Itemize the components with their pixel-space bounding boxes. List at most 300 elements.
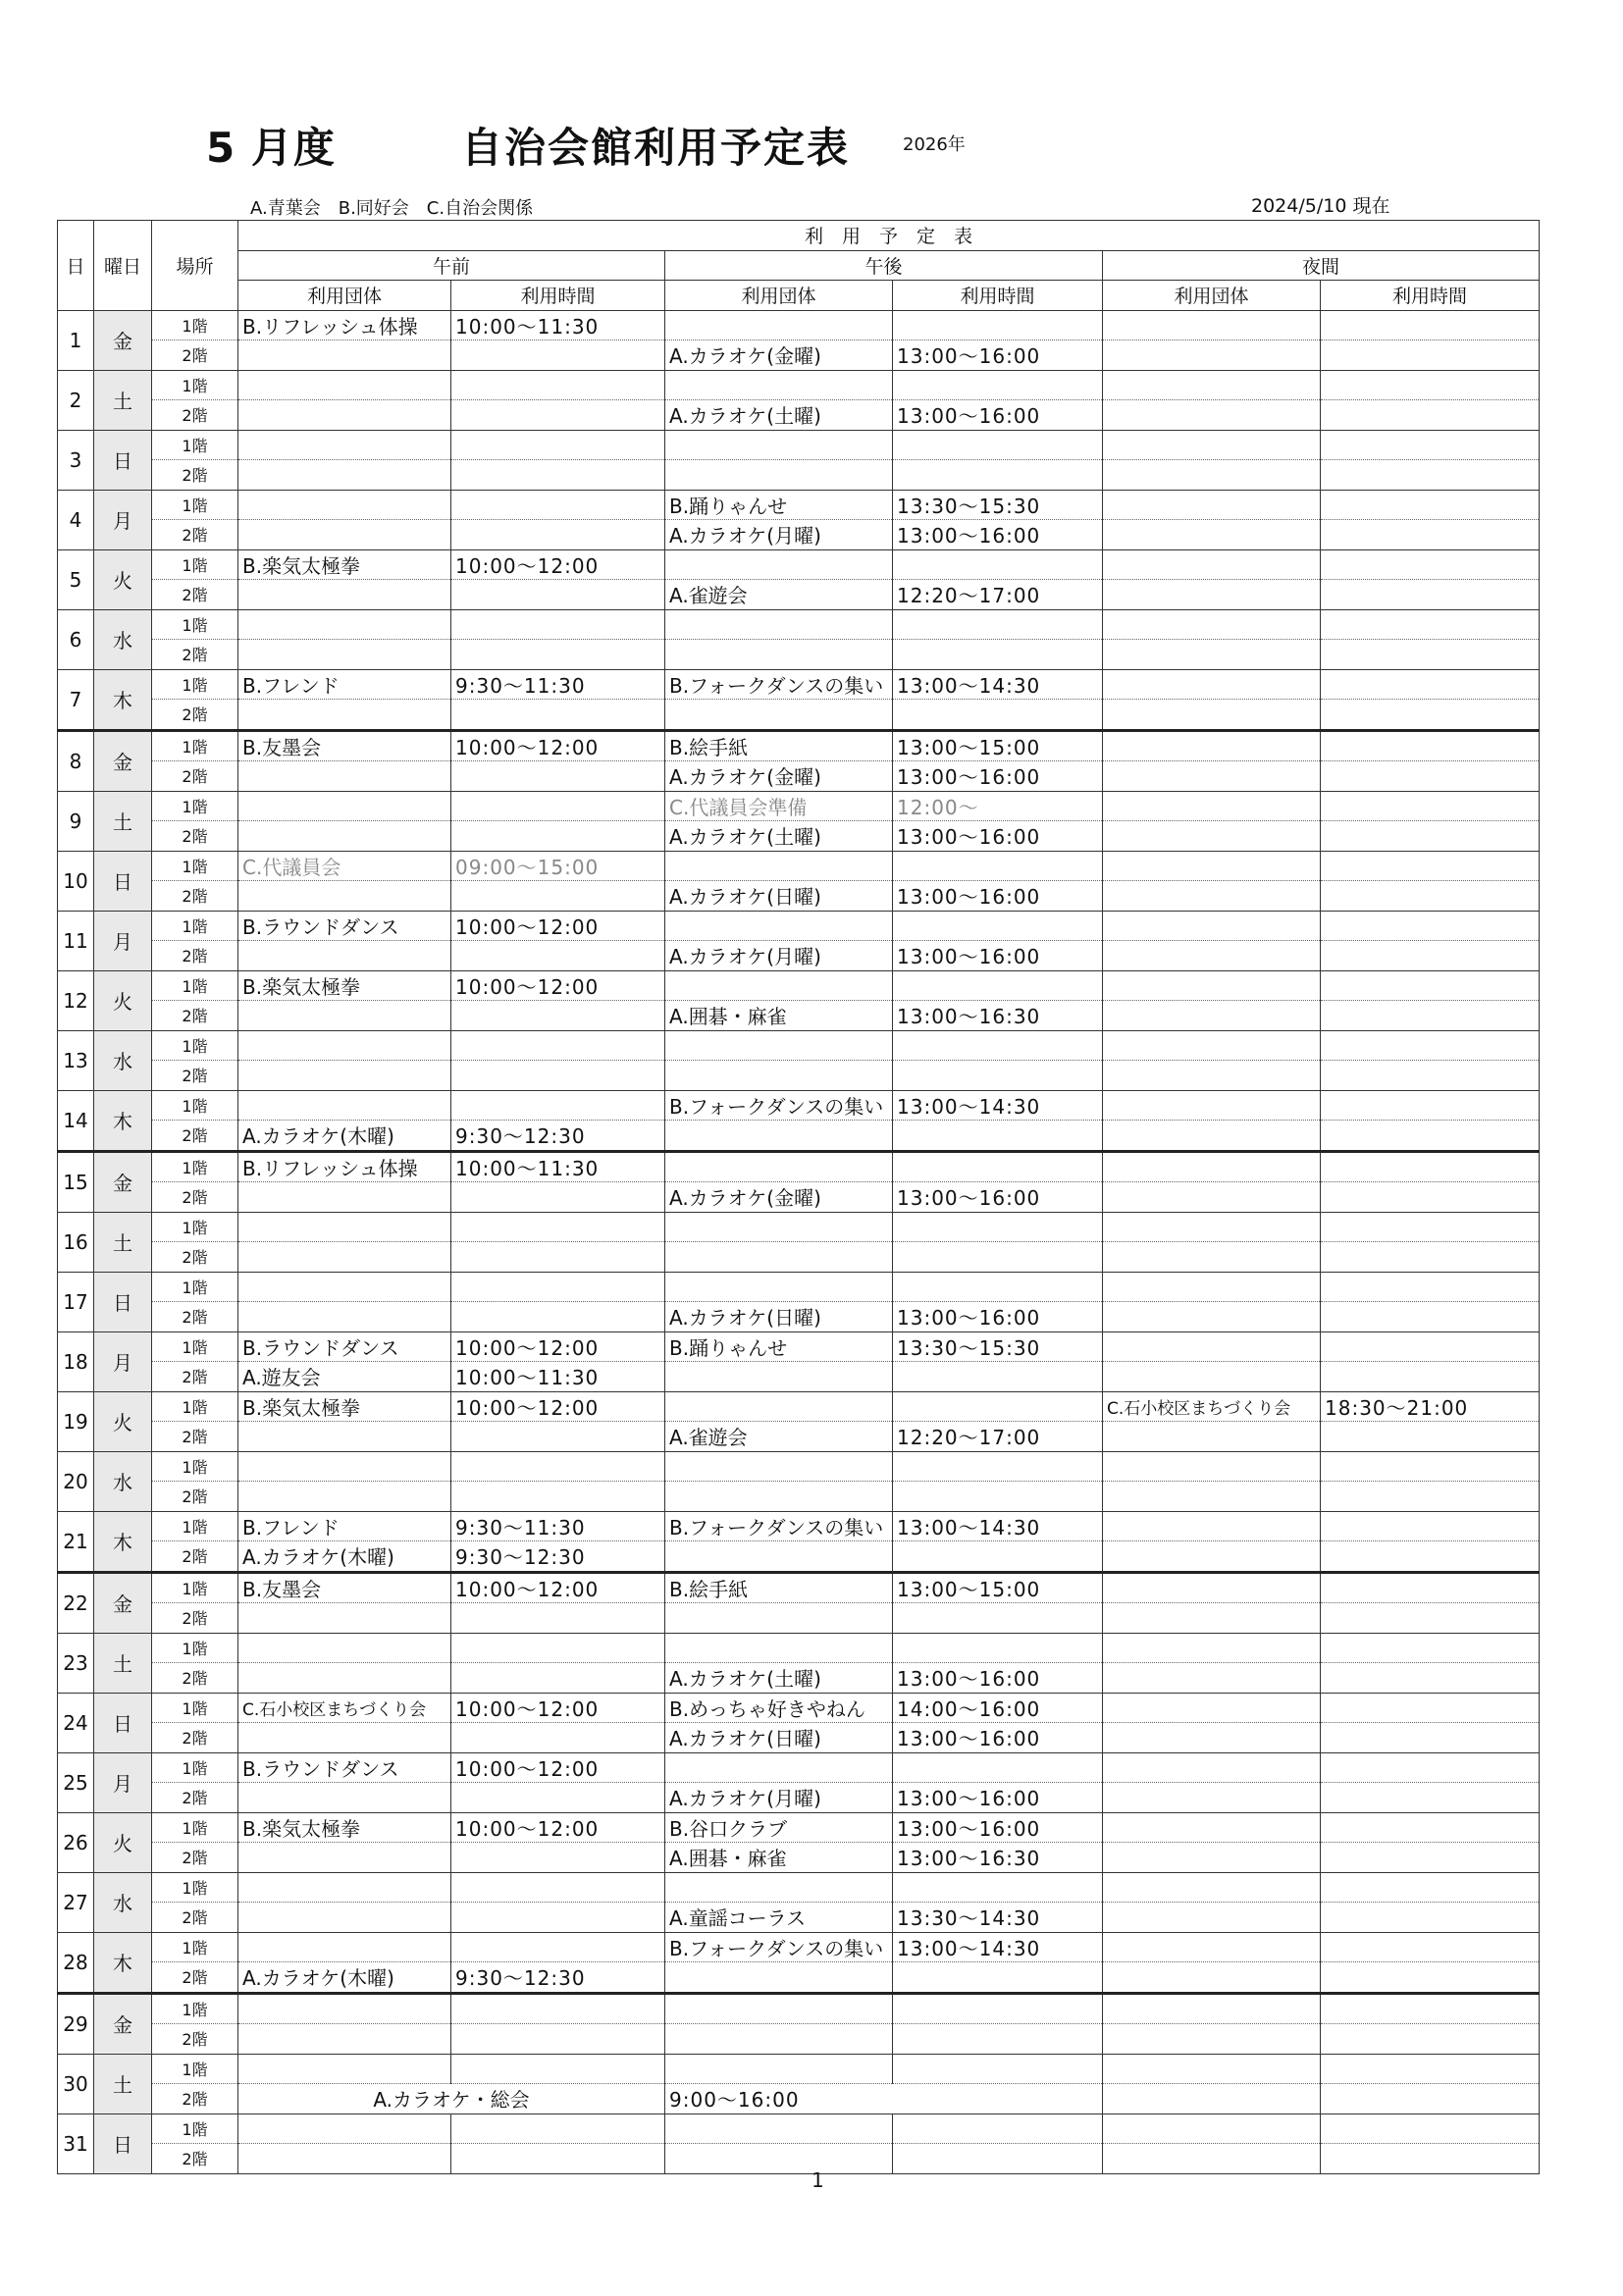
afternoon-time [893, 1061, 1103, 1091]
morning-time [451, 1723, 665, 1753]
morning-time [451, 1843, 665, 1873]
table-row [58, 669, 1540, 700]
morning-group [238, 640, 451, 670]
night-time [1321, 1001, 1540, 1031]
floor-label: 2階 [152, 2084, 238, 2114]
weekday: 金 [94, 730, 152, 791]
day-number: 10 [58, 851, 94, 911]
weekday: 木 [94, 1090, 152, 1151]
morning-group [238, 1272, 451, 1302]
night-group [1103, 1752, 1321, 1783]
morning-group: B.楽気太極拳 [238, 1391, 451, 1422]
col-morning: 午前 [238, 250, 665, 281]
table-row [58, 1030, 1540, 1061]
night-group [1103, 700, 1321, 731]
afternoon-time [893, 460, 1103, 491]
afternoon-time: 13:00～16:00 [893, 761, 1103, 792]
night-time [1321, 1090, 1540, 1121]
morning-time [451, 1182, 665, 1213]
afternoon-time: 13:30～14:30 [893, 1903, 1103, 1933]
night-group [1103, 1331, 1321, 1362]
night-time [1321, 1482, 1540, 1512]
morning-time [451, 609, 665, 640]
night-group [1103, 1723, 1321, 1753]
weekday: 土 [94, 2054, 152, 2113]
floor-label: 2階 [152, 340, 238, 371]
table-row [58, 400, 1540, 431]
morning-group [238, 490, 451, 520]
page-title: 自治会館利用予定表 [461, 124, 851, 172]
afternoon-group [665, 1121, 893, 1152]
table-row [58, 1302, 1540, 1332]
afternoon-group: B.めっちゃ好きやねん [665, 1693, 893, 1723]
floor-label: 1階 [152, 609, 238, 640]
table-row [58, 941, 1540, 971]
afternoon-group [665, 1541, 893, 1573]
afternoon-time [893, 970, 1103, 1001]
night-group [1103, 370, 1321, 400]
legend: A.青葉会 B.同好会 C.自治会関係 [250, 198, 534, 219]
morning-time [451, 490, 665, 520]
afternoon-time [893, 1272, 1103, 1302]
afternoon-time [893, 851, 1103, 881]
floor-label: 1階 [152, 549, 238, 580]
night-group [1103, 1030, 1321, 1061]
afternoon-group [665, 1272, 893, 1302]
night-group [1103, 730, 1321, 761]
morning-time: 10:00～12:00 [451, 1331, 665, 1362]
morning-group: A.カラオケ(木曜) [238, 1962, 451, 1994]
floor-label: 1階 [152, 2113, 238, 2144]
night-group [1103, 1903, 1321, 1933]
table-row [58, 370, 1540, 400]
afternoon-time: 13:30～15:30 [893, 490, 1103, 520]
afternoon-time: 13:00～16:00 [893, 340, 1103, 371]
morning-time [451, 2144, 665, 2174]
morning-time: 10:00～11:30 [451, 1151, 665, 1182]
afternoon-group [665, 911, 893, 941]
day-number: 15 [58, 1151, 94, 1212]
morning-group: B.楽気太極拳 [238, 1812, 451, 1843]
morning-time: 10:00～12:00 [451, 1812, 665, 1843]
table-row [58, 2054, 1540, 2084]
night-time: 18:30～21:00 [1321, 1391, 1540, 1422]
morning-time [451, 1633, 665, 1663]
afternoon-group: B.谷口クラブ [665, 1812, 893, 1843]
morning-time: 09:00～15:00 [451, 851, 665, 881]
night-time [1321, 1422, 1540, 1452]
night-group [1103, 580, 1321, 610]
afternoon-time: 13:00～16:30 [893, 1001, 1103, 1031]
schedule-table [57, 220, 1540, 2174]
afternoon-group [665, 1030, 893, 1061]
day-number: 16 [58, 1212, 94, 1272]
floor-label: 1階 [152, 1151, 238, 1182]
night-group [1103, 1603, 1321, 1634]
table-row [58, 1783, 1540, 1813]
afternoon-group [665, 310, 893, 340]
table-row [58, 730, 1540, 761]
morning-group [238, 1482, 451, 1512]
morning-time: 10:00～11:30 [451, 1362, 665, 1392]
afternoon-group: A.カラオケ(土曜) [665, 400, 893, 431]
night-time [1321, 2144, 1540, 2174]
floor-label: 2階 [152, 1603, 238, 1634]
night-group [1103, 1783, 1321, 1813]
night-time [1321, 580, 1540, 610]
morning-group [238, 340, 451, 371]
night-time [1321, 791, 1540, 821]
afternoon-time: 13:00～15:00 [893, 730, 1103, 761]
morning-group [238, 580, 451, 610]
morning-group [238, 791, 451, 821]
morning-time [451, 1872, 665, 1903]
night-time [1321, 851, 1540, 881]
night-group [1103, 430, 1321, 460]
night-group [1103, 1872, 1321, 1903]
afternoon-group: A.カラオケ(金曜) [665, 340, 893, 371]
table-row [58, 1843, 1540, 1873]
table-row [58, 1061, 1540, 1091]
table-row [58, 1962, 1540, 1994]
page-number: 1 [812, 2168, 824, 2192]
afternoon-group [665, 1752, 893, 1783]
floor-label: 1階 [152, 1872, 238, 1903]
table-row [58, 2113, 1540, 2144]
morning-time [451, 340, 665, 371]
weekday: 土 [94, 1212, 152, 1272]
morning-time [451, 2024, 665, 2055]
night-time [1321, 1541, 1540, 1573]
night-group [1103, 1212, 1321, 1242]
table-row [58, 1482, 1540, 1512]
night-time [1321, 1572, 1540, 1603]
weekday: 木 [94, 669, 152, 730]
day-number: 20 [58, 1451, 94, 1511]
table-row [58, 1993, 1540, 2024]
night-time [1321, 1362, 1540, 1392]
table-row [58, 340, 1540, 371]
afternoon-group [665, 1242, 893, 1273]
morning-group [238, 1302, 451, 1332]
morning-time: 9:30～11:30 [451, 1511, 665, 1541]
afternoon-group: B.フォークダンスの集い [665, 1511, 893, 1541]
afternoon-group [665, 430, 893, 460]
floor-label: 1階 [152, 1331, 238, 1362]
floor-label: 2階 [152, 1302, 238, 1332]
weekday: 金 [94, 310, 152, 370]
day-number: 17 [58, 1272, 94, 1331]
floor-label: 2階 [152, 1422, 238, 1452]
morning-group [238, 2113, 451, 2144]
table-row [58, 1903, 1540, 1933]
night-time [1321, 1331, 1540, 1362]
morning-group: B.ラウンドダンス [238, 1752, 451, 1783]
table-row [58, 1633, 1540, 1663]
morning-time [451, 821, 665, 852]
table-row [58, 1272, 1540, 1302]
night-group [1103, 340, 1321, 371]
afternoon-group [665, 1962, 893, 1994]
month-label: 5 月度 [206, 124, 336, 172]
table-row [58, 2084, 1540, 2114]
schedule-body [58, 310, 1540, 2173]
year-label: 2026年 [903, 134, 966, 155]
night-time [1321, 1752, 1540, 1783]
afternoon-group: A.カラオケ(日曜) [665, 1302, 893, 1332]
night-group [1103, 761, 1321, 792]
afternoon-time: 14:00～16:00 [893, 1693, 1103, 1723]
floor-label: 1階 [152, 430, 238, 460]
morning-time [451, 1090, 665, 1121]
afternoon-time: 13:00～16:00 [893, 1723, 1103, 1753]
afternoon-time: 13:00～14:30 [893, 1090, 1103, 1121]
morning-group [238, 700, 451, 731]
afternoon-group: A.カラオケ(土曜) [665, 1663, 893, 1694]
morning-group [238, 1242, 451, 1273]
table-row [58, 2144, 1540, 2174]
afternoon-group: B.フォークダンスの集い [665, 1090, 893, 1121]
weekday: 日 [94, 1272, 152, 1331]
night-time [1321, 1151, 1540, 1182]
day-number: 28 [58, 1932, 94, 1993]
night-time [1321, 1843, 1540, 1873]
night-group [1103, 1242, 1321, 1273]
night-group [1103, 1061, 1321, 1091]
morning-group: A.カラオケ(木曜) [238, 1121, 451, 1152]
weekday: 月 [94, 911, 152, 970]
table-row [58, 1182, 1540, 1213]
morning-group [238, 1932, 451, 1962]
afternoon-time [893, 2144, 1103, 2174]
weekday: 金 [94, 1151, 152, 1212]
night-time [1321, 1812, 1540, 1843]
morning-group [238, 1843, 451, 1873]
weekday: 火 [94, 549, 152, 609]
morning-group [238, 1182, 451, 1213]
floor-label: 2階 [152, 821, 238, 852]
afternoon-time: 13:00～16:00 [893, 1783, 1103, 1813]
morning-group [238, 1783, 451, 1813]
afternoon-group [665, 460, 893, 491]
night-time [1321, 2054, 1540, 2084]
floor-label: 2階 [152, 1182, 238, 1213]
day-number: 8 [58, 730, 94, 791]
night-group [1103, 669, 1321, 700]
morning-group: B.友墨会 [238, 730, 451, 761]
table-row [58, 1752, 1540, 1783]
night-group [1103, 1362, 1321, 1392]
afternoon-time: 13:00～16:00 [893, 881, 1103, 912]
table-row [58, 851, 1540, 881]
morning-time: 10:00～12:00 [451, 1391, 665, 1422]
morning-time [451, 640, 665, 670]
afternoon-group [665, 1451, 893, 1482]
morning-time [451, 1993, 665, 2024]
night-time [1321, 881, 1540, 912]
night-time [1321, 430, 1540, 460]
table-row [58, 881, 1540, 912]
morning-time [451, 580, 665, 610]
morning-time: 10:00～12:00 [451, 911, 665, 941]
night-group [1103, 400, 1321, 431]
day-number: 7 [58, 669, 94, 730]
morning-group [238, 821, 451, 852]
morning-group: B.リフレッシュ体操 [238, 1151, 451, 1182]
afternoon-group [665, 1061, 893, 1091]
floor-label: 1階 [152, 490, 238, 520]
morning-time [451, 791, 665, 821]
col-weekday: 曜日 [94, 221, 152, 311]
weekday: 火 [94, 1812, 152, 1872]
morning-time [451, 2054, 665, 2084]
morning-time [451, 1482, 665, 1512]
night-time [1321, 609, 1540, 640]
floor-label: 2階 [152, 700, 238, 731]
night-time [1321, 460, 1540, 491]
table-row [58, 761, 1540, 792]
afternoon-time [893, 1541, 1103, 1573]
night-time [1321, 1242, 1540, 1273]
morning-time [451, 1783, 665, 1813]
afternoon-time [893, 1482, 1103, 1512]
morning-time [451, 700, 665, 731]
night-time [1321, 549, 1540, 580]
afternoon-time: 13:00～16:00 [893, 821, 1103, 852]
afternoon-group: B.絵手紙 [665, 730, 893, 761]
morning-group: A.カラオケ(木曜) [238, 1541, 451, 1573]
night-group [1103, 1182, 1321, 1213]
col-day: 日 [58, 221, 94, 311]
weekday: 金 [94, 1572, 152, 1633]
night-group [1103, 821, 1321, 852]
day-number: 3 [58, 430, 94, 490]
table-row [58, 1001, 1540, 1031]
afternoon-group: A.童謡コーラス [665, 1903, 893, 1933]
morning-time: 9:30～12:30 [451, 1121, 665, 1152]
day-number: 6 [58, 609, 94, 669]
floor-label: 2階 [152, 1962, 238, 1994]
morning-group [238, 1603, 451, 1634]
morning-group: C.代議員会 [238, 851, 451, 881]
afternoon-time [893, 700, 1103, 731]
floor-label: 1階 [152, 669, 238, 700]
night-time [1321, 1663, 1540, 1694]
night-time [1321, 700, 1540, 731]
table-row [58, 1331, 1540, 1362]
day-number: 9 [58, 791, 94, 851]
night-group: C.石小校区まちづくり会 [1103, 1391, 1321, 1422]
night-group [1103, 1090, 1321, 1121]
col-night-group: 利用団体 [1103, 281, 1321, 311]
morning-group [238, 520, 451, 550]
morning-time [451, 1001, 665, 1031]
afternoon-time [893, 1121, 1103, 1152]
afternoon-group [665, 1482, 893, 1512]
table-row [58, 460, 1540, 491]
table-row [58, 700, 1540, 731]
floor-label: 2階 [152, 400, 238, 431]
afternoon-group: A.雀遊会 [665, 580, 893, 610]
night-time [1321, 1962, 1540, 1994]
floor-label: 1階 [152, 1030, 238, 1061]
night-time [1321, 1603, 1540, 1634]
night-group [1103, 941, 1321, 971]
night-time [1321, 669, 1540, 700]
floor-label: 2階 [152, 1242, 238, 1273]
morning-group [238, 761, 451, 792]
morning-group [238, 2054, 451, 2084]
night-time [1321, 821, 1540, 852]
morning-time [451, 430, 665, 460]
afternoon-group [665, 640, 893, 670]
night-time [1321, 1272, 1540, 1302]
afternoon-group [665, 549, 893, 580]
floor-label: 1階 [152, 1212, 238, 1242]
floor-label: 2階 [152, 1061, 238, 1091]
night-time [1321, 1511, 1540, 1541]
floor-label: 1階 [152, 1272, 238, 1302]
afternoon-group: A.カラオケ(月曜) [665, 941, 893, 971]
afternoon-time [893, 640, 1103, 670]
floor-label: 1階 [152, 2054, 238, 2084]
night-group [1103, 640, 1321, 670]
floor-label: 1階 [152, 1693, 238, 1723]
floor-label: 2階 [152, 640, 238, 670]
table-row [58, 1242, 1540, 1273]
afternoon-group: B.フォークダンスの集い [665, 669, 893, 700]
table-row [58, 1872, 1540, 1903]
night-time [1321, 1182, 1540, 1213]
floor-label: 1階 [152, 851, 238, 881]
afternoon-time [893, 1451, 1103, 1482]
morning-group [238, 460, 451, 491]
col-afternoon-time: 利用時間 [893, 281, 1103, 311]
night-time [1321, 400, 1540, 431]
night-time [1321, 1723, 1540, 1753]
floor-label: 2階 [152, 1541, 238, 1573]
morning-group [238, 1993, 451, 2024]
day-number: 22 [58, 1572, 94, 1633]
table-row [58, 580, 1540, 610]
afternoon-group [665, 1993, 893, 2024]
morning-group: B.友墨会 [238, 1572, 451, 1603]
afternoon-group [665, 851, 893, 881]
day-number: 13 [58, 1030, 94, 1090]
morning-time [451, 2113, 665, 2144]
floor-label: 1階 [152, 1633, 238, 1663]
night-group [1103, 851, 1321, 881]
night-time [1321, 1212, 1540, 1242]
day-number: 26 [58, 1812, 94, 1872]
night-time [1321, 970, 1540, 1001]
floor-label: 2階 [152, 520, 238, 550]
day-number: 19 [58, 1391, 94, 1451]
col-night-time: 利用時間 [1321, 281, 1540, 311]
afternoon-time [893, 609, 1103, 640]
weekday: 水 [94, 1030, 152, 1090]
weekday: 日 [94, 2113, 152, 2173]
afternoon-time: 12:00～ [893, 791, 1103, 821]
floor-label: 2階 [152, 1482, 238, 1512]
floor-label: 2階 [152, 1783, 238, 1813]
morning-group: A.遊友会 [238, 1362, 451, 1392]
afternoon-time [893, 1962, 1103, 1994]
night-time [1321, 640, 1540, 670]
night-time [1321, 1121, 1540, 1152]
morning-group [238, 941, 451, 971]
afternoon-group: A.囲碁・麻雀 [665, 1001, 893, 1031]
